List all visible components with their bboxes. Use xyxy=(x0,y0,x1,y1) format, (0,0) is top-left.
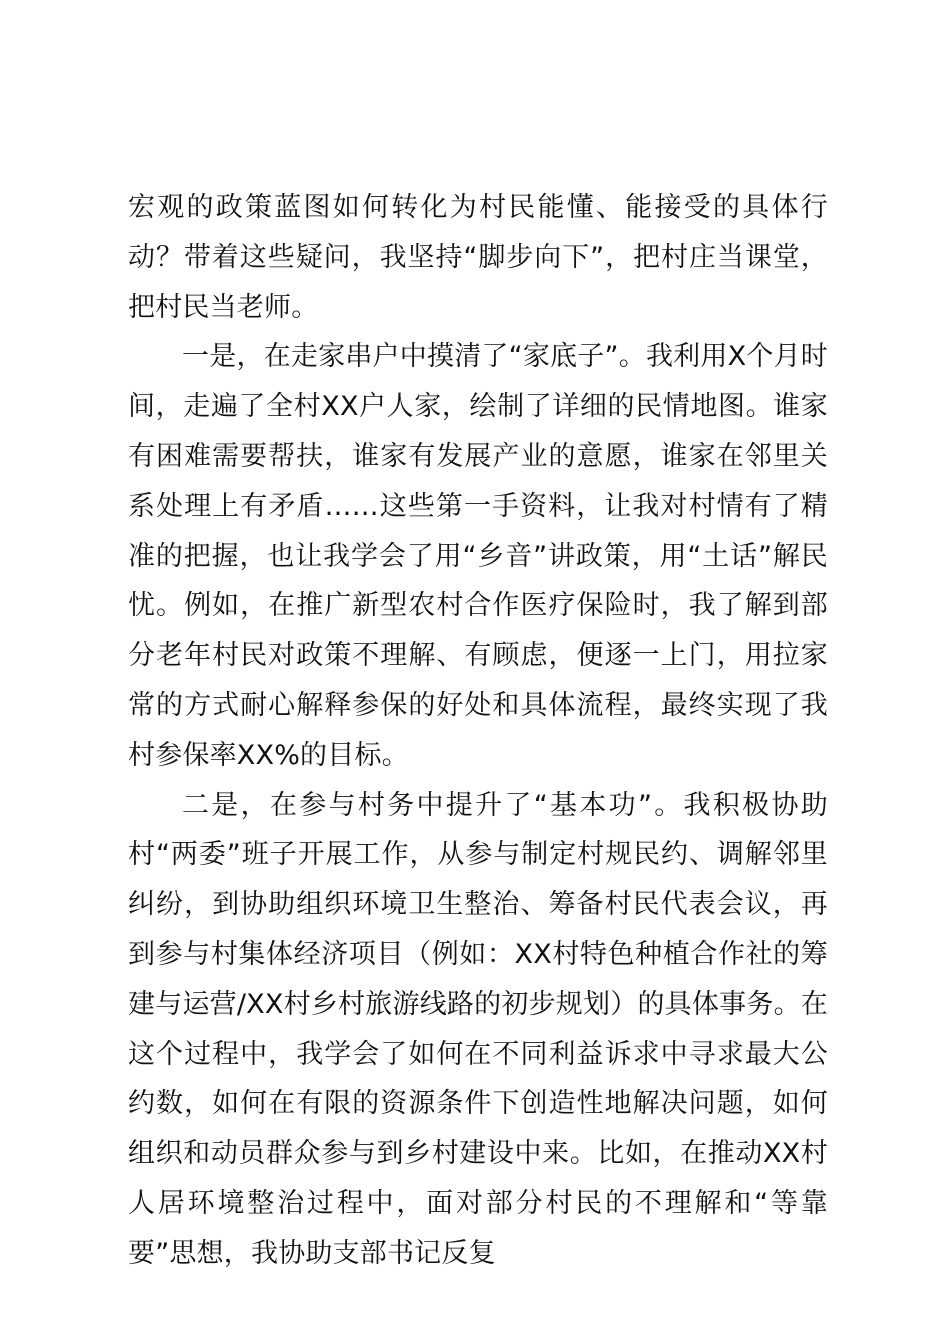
paragraph-1: 宏观的政策蓝图如何转化为村民能懂、能接受的具体行动？带着这些疑问，我坚持“脚步向下”，把村庄当课堂，把村民当老师。 xyxy=(128,192,828,323)
paragraph-3: 二是，在参与村务中提升了“基本功”。我积极协助村“两委”班子开展工作，从参与制定村规民约、调解邻里纠纷，到协助组织环境卫生整治、筹备村民代表会议，再到参与村集体经济项目（例如：XX村特色种植合作社的筹建与运营/XX村乡村旅游线路的初步规划）的具体事务。在这个过程中，我学会了如何在不同利益诉求中寻求最大公约数，如何在有限的资源条件下创造性地解决问题，如何组织和动员群众参与到乡村建设中来。比如，在推动XX村人居环境整治过程中，面对部分村民的不理解和“等靠要”思想，我协助支部书记反复 xyxy=(128,789,828,1269)
body-text xyxy=(128,183,828,1279)
paragraph-2: 一是，在走家串户中摸清了“家底子”。我利用X个月时间，走遍了全村XX户人家，绘制了详细的民情地图。谁家有困难需要帮扶，谁家有发展产业的意愿，谁家在邻里关系处理上有矛盾……这些第一手资料，让我对村情有了精准的把握，也让我学会了用“乡音”讲政策，用“土话”解民忧。例如，在推广新型农村合作医疗保险时，我了解到部分老年村民对政策不理解、有顾虑，便逐一上门，用拉家常的方式耐心解释参保的好处和具体流程，最终实现了我村参保率XX%的目标。 xyxy=(128,341,828,771)
